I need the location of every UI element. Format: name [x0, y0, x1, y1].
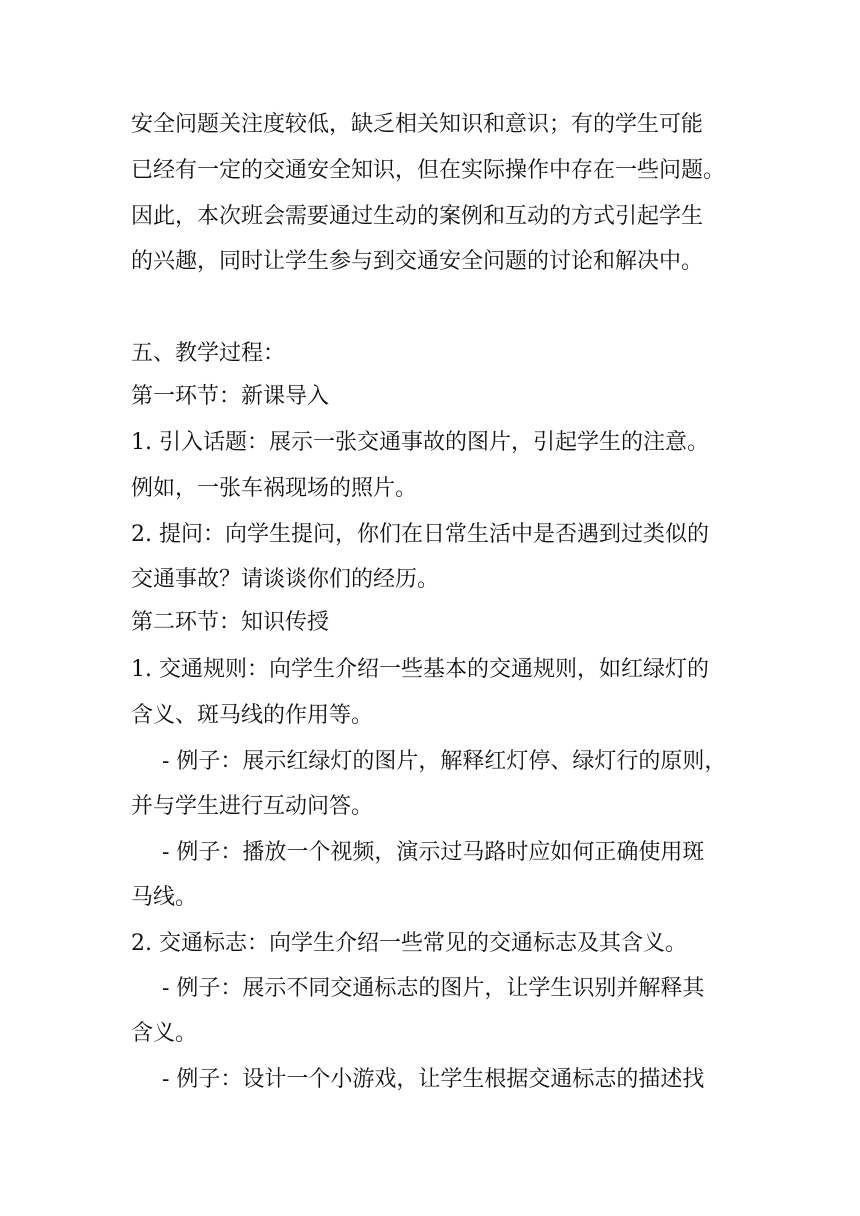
paragraph-line: 因此，本次班会需要通过生动的案例和互动的方式引起学生	[131, 204, 704, 229]
example-line: - 例子：展示红绿灯的图片，解释红灯停、绿灯行的原则，	[162, 749, 727, 774]
list-item-line: 2. 交通标志：向学生介绍一些常见的交通标志及其含义。	[131, 931, 687, 956]
example-line: 马线。	[131, 885, 198, 910]
section-heading: 五、教学过程：	[131, 341, 286, 366]
paragraph-line: 的兴趣，同时让学生参与到交通安全问题的讨论和解决中。	[131, 249, 704, 274]
list-item-line: 1. 引入话题：展示一张交通事故的图片，引起学生的注意。	[131, 430, 709, 455]
list-item-line: 交通事故？请谈谈你们的经历。	[131, 567, 440, 592]
list-item-line: 1. 交通规则：向学生介绍一些基本的交通规则，如红绿灯的	[131, 657, 709, 682]
example-line: - 例子：展示不同交通标志的图片，让学生识别并解释其	[162, 976, 705, 1001]
example-line: 含义。	[131, 1021, 198, 1046]
example-line: - 例子：设计一个小游戏，让学生根据交通标志的描述找	[162, 1067, 705, 1092]
example-line: 并与学生进行互动问答。	[131, 794, 374, 819]
paragraph-line: 已经有一定的交通安全知识，但在实际操作中存在一些问题。	[131, 158, 726, 183]
list-item-line: 例如，一张车祸现场的照片。	[131, 476, 418, 501]
example-line: - 例子：播放一个视频，演示过马路时应如何正确使用斑	[162, 840, 705, 865]
list-item-line: 含义、斑马线的作用等。	[131, 703, 374, 728]
subsection-heading: 第一环节：新课导入	[131, 384, 330, 409]
subsection-heading: 第二环节：知识传授	[131, 610, 330, 635]
paragraph-line: 安全问题关注度较低，缺乏相关知识和意识；有的学生可能	[131, 112, 704, 137]
list-item-line: 2. 提问：向学生提问，你们在日常生活中是否遇到过类似的	[131, 522, 709, 547]
